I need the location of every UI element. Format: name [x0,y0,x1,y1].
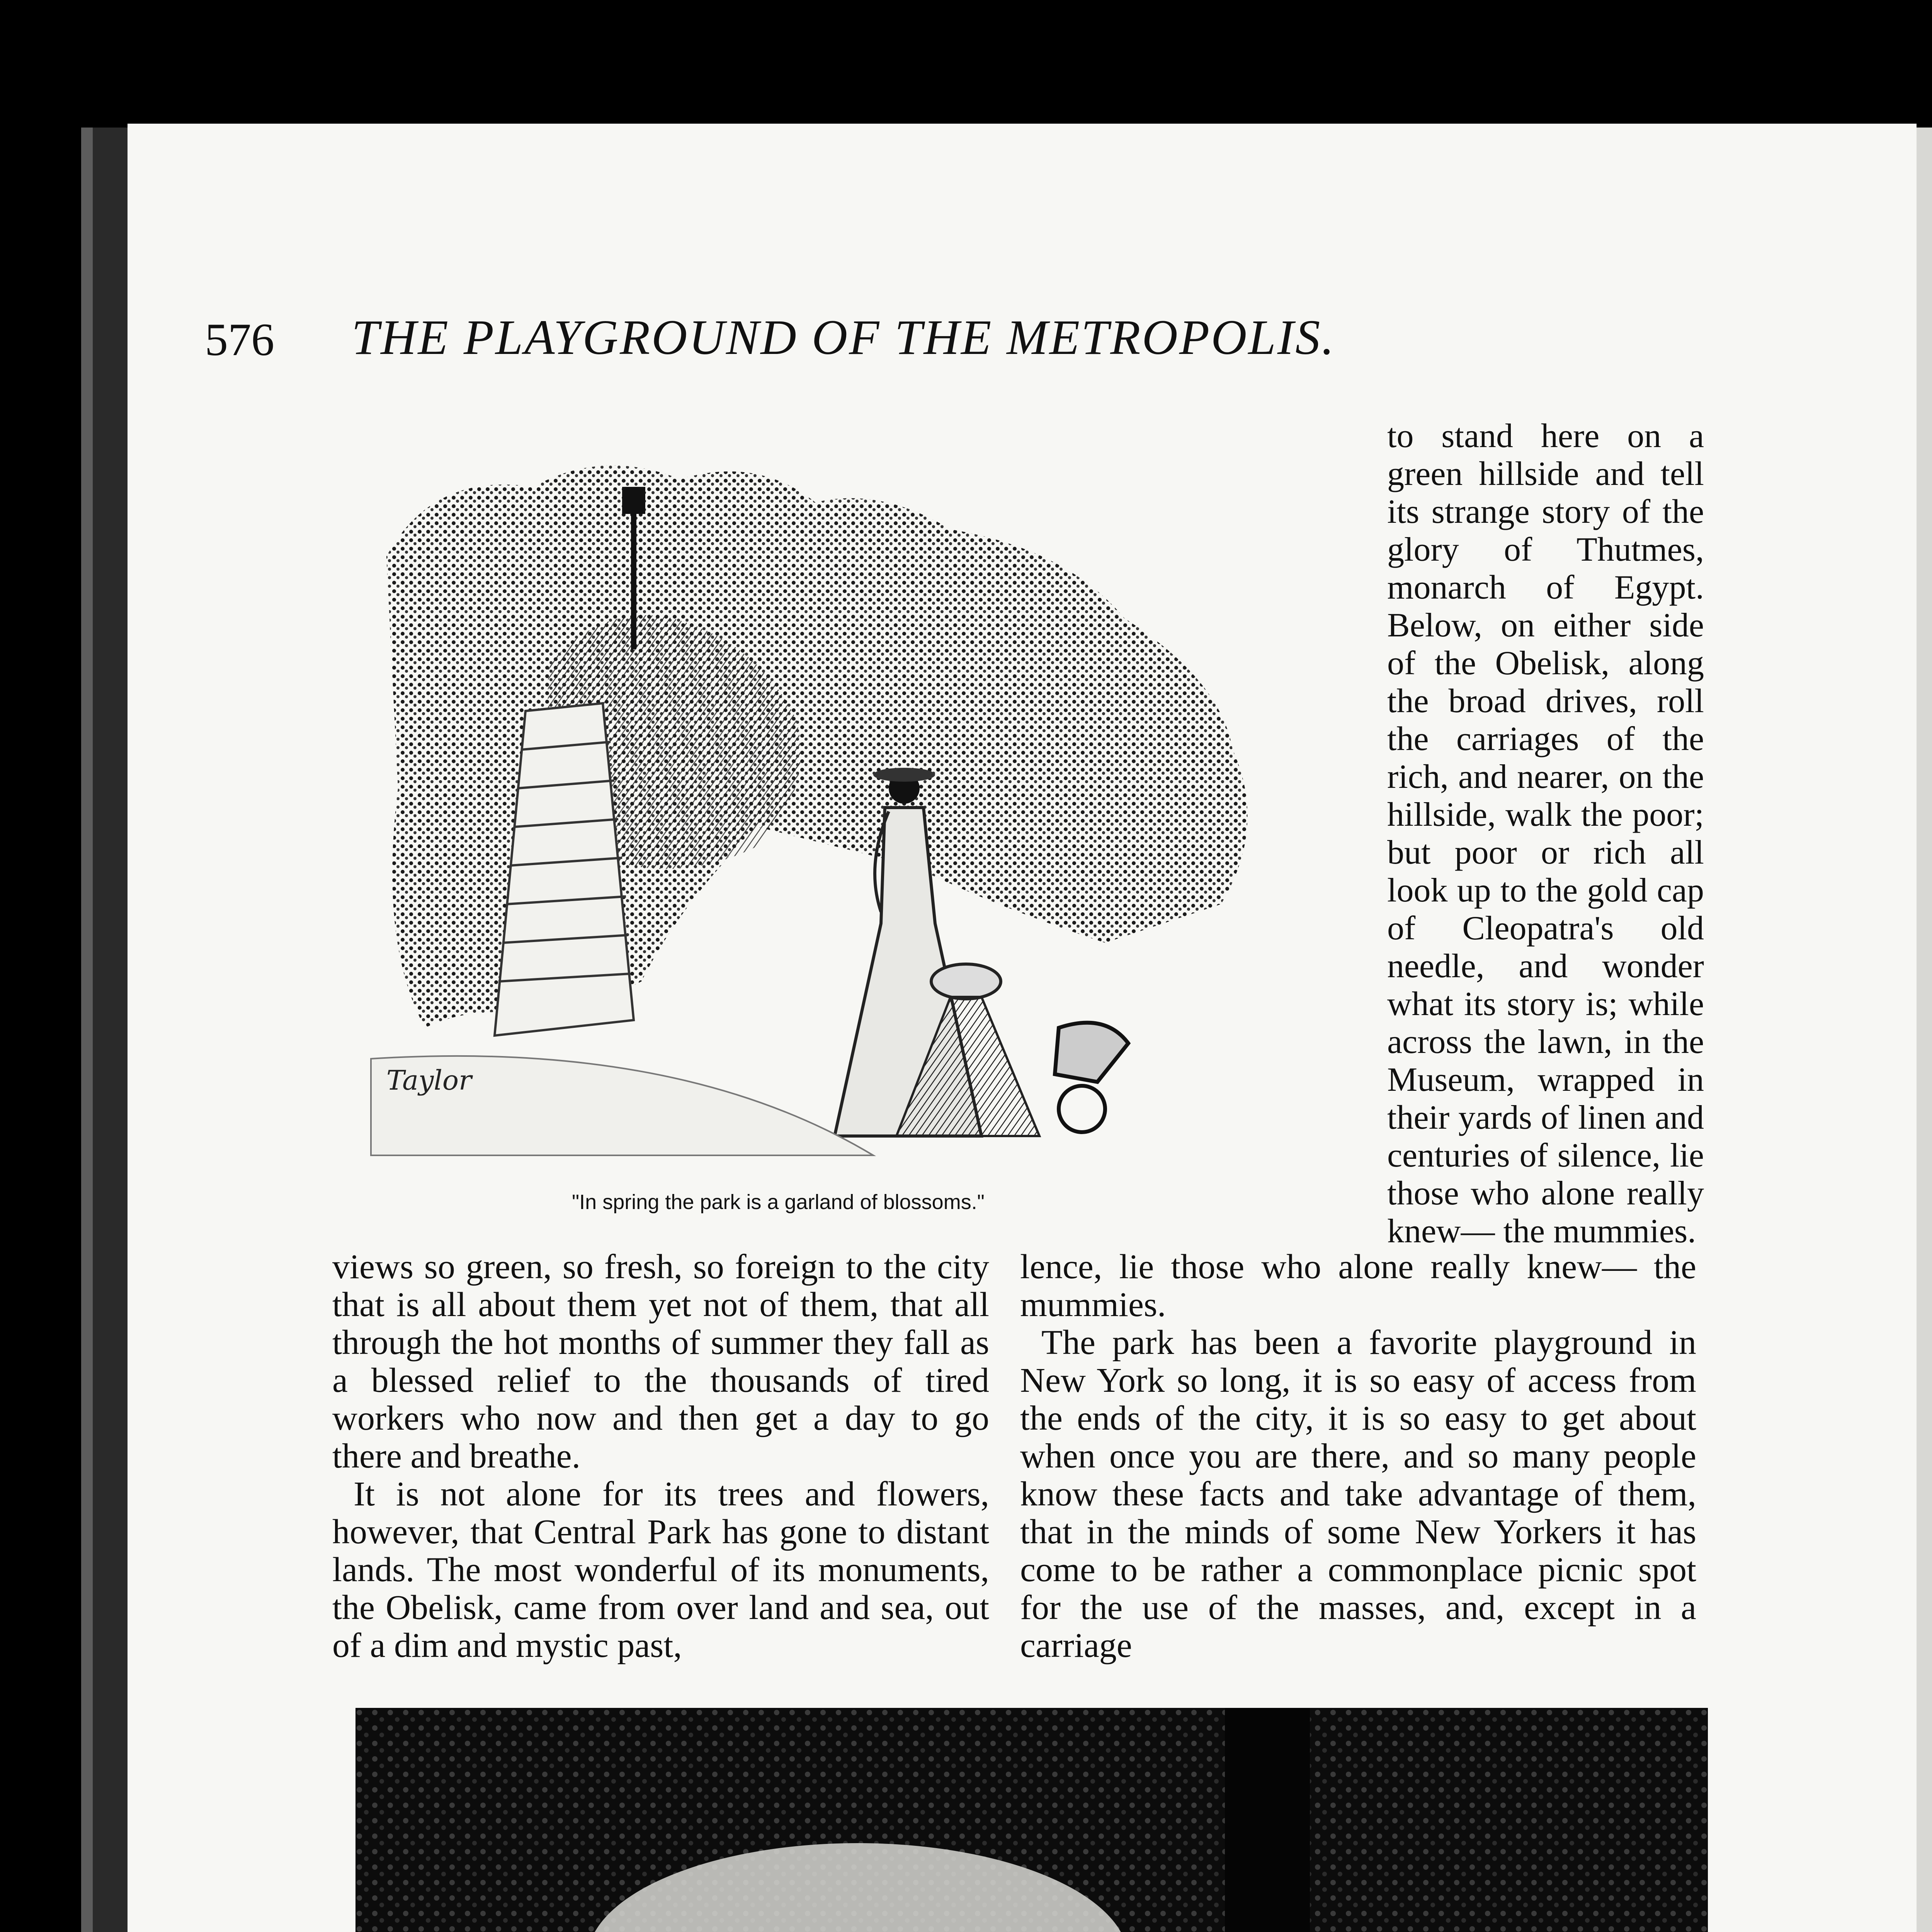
right-column-text [1020,1248,1696,1665]
left-paragraph-1: views so green, so fresh, so foreign to the city that is all about them yet not of them, that all through the hot months of summer they fall as a blessed relief to the thousands of tired workers who now and then get a day to go there and breathe. [332,1248,989,1475]
page-header [205,309,1658,379]
caption-illustration-1: "In spring the park is a garland of blossoms." [572,1190,985,1214]
book-spine [81,128,128,1932]
tree-trunk [1225,1708,1310,1932]
pram [1055,1023,1128,1132]
narrow-column-paragraph: to stand here on a green hillside and tell its strange story of the glory of Thutmes, monarch of Egypt. Below, on either side of the Obelisk, along the broad drives, roll the carriages of the rich, and nearer, on the hillside, walk the poor; but poor or rich all look up to the gold cap of Cleopatra's old needle, and wonder what its story is; while across the lawn, in the Museum, wrapped in their yards of linen and centuries of silence, lie those who alone really knew— the mummies. [1387,417,1704,1250]
left-column-text [332,1248,989,1665]
left-paragraph-2: It is not alone for its trees and flowers, however, that Central Park has gone to distant lands. The most wonderful of its monuments, the Obelisk, came from over land and sea, out of a dim and mystic past, [332,1475,989,1665]
page-number: 576 [205,314,274,365]
illustration-garden-stairs [332,402,1352,1179]
spine-edge [81,128,93,1932]
right-paragraph-1: lence, lie those who alone really knew— the mummies. [1020,1248,1696,1324]
illustration-stone-arch [355,1708,1708,1932]
artist-signature-1: Taylor [386,1065,472,1096]
narrow-column-text [1387,417,1704,1250]
right-paragraph-2: The park has been a favorite playground in New York so long, it is so easy of access from the ends of the city, it is so easy to get about when once you are there, and so many people know these facts and take advantage of them, that in the minds of some New Yorkers it has come to be rather a commonplace picnic spot for the use of the masses, and, except in a carriage [1020,1323,1696,1665]
running-title: THE PLAYGROUND OF THE METROPOLIS. [352,310,1336,365]
